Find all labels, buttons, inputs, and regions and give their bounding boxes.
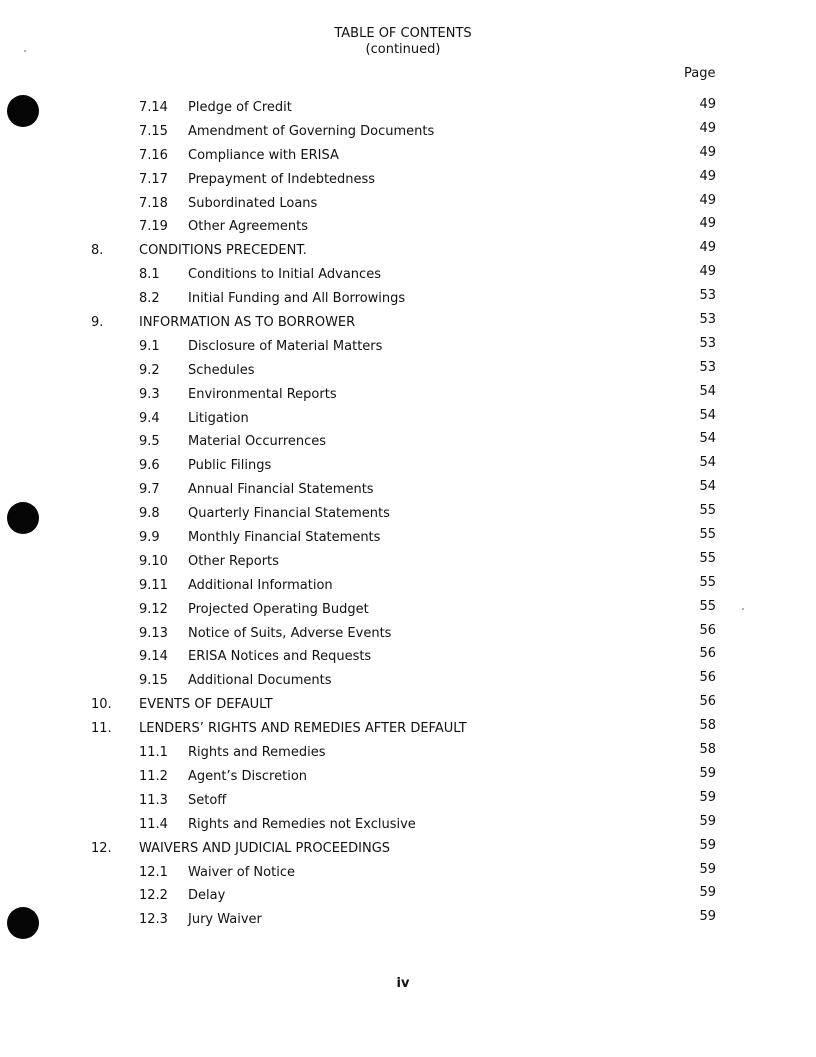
toc-subsection-entry[interactable] <box>0 168 816 192</box>
entry-number: 9.4 <box>139 410 160 426</box>
entry-number: 11.2 <box>139 768 168 784</box>
entry-number: 11.3 <box>139 792 168 808</box>
entry-number: 8.1 <box>139 267 160 283</box>
toc-subsection-entry[interactable] <box>0 526 816 550</box>
entry-page-number: 56 <box>699 622 716 638</box>
entry-title: Monthly Financial Statements <box>188 530 381 546</box>
entry-title: WAIVERS AND JUDICIAL PROCEEDINGS <box>139 840 391 856</box>
toc-header <box>0 26 806 58</box>
entry-number: 8. <box>91 243 104 259</box>
toc-subsection-entry[interactable] <box>0 908 816 932</box>
entry-page-number: 49 <box>699 216 716 232</box>
entry-page-number: 59 <box>699 861 716 877</box>
entry-page-number: 53 <box>699 288 716 304</box>
entry-title: Compliance with ERISA <box>188 147 339 163</box>
toc-subsection-entry[interactable] <box>0 215 816 239</box>
entry-number: 9. <box>91 315 104 331</box>
entry-page-number: 58 <box>699 718 716 734</box>
toc-subsection-entry[interactable] <box>0 789 816 813</box>
toc-subsection-entry[interactable] <box>0 120 816 144</box>
entry-page-number: 53 <box>699 335 716 351</box>
entry-page-number: 55 <box>699 550 716 566</box>
toc-list <box>0 96 816 932</box>
toc-section-entry[interactable] <box>0 693 816 717</box>
entry-number: 9.7 <box>139 482 160 498</box>
entry-title: Pledge of Credit <box>188 100 292 115</box>
entry-title: CONDITIONS PRECEDENT. <box>139 243 307 259</box>
entry-page-number: 54 <box>699 407 716 423</box>
entry-page-number: 55 <box>699 598 716 614</box>
entry-number: 9.14 <box>139 649 168 665</box>
entry-page-number: 49 <box>699 97 716 112</box>
entry-title: Other Agreements <box>188 219 309 235</box>
entry-page-number: 49 <box>699 144 716 160</box>
entry-title: Quarterly Financial Statements <box>188 506 390 522</box>
toc-subtitle: (continued) <box>365 42 441 57</box>
entry-title: Other Reports <box>188 553 279 569</box>
entry-number: 7.18 <box>139 195 168 211</box>
toc-subsection-entry[interactable] <box>0 598 816 622</box>
entry-page-number: 49 <box>699 168 716 184</box>
entry-title: Material Occurrences <box>188 434 327 450</box>
entry-title: ERISA Notices and Requests <box>188 649 372 665</box>
entry-page-number: 58 <box>699 742 716 758</box>
entry-number: 7.15 <box>139 123 168 139</box>
entry-title: Delay <box>188 888 226 904</box>
entry-title: Conditions to Initial Advances <box>188 267 381 283</box>
entry-page-number: 59 <box>699 837 716 853</box>
entry-number: 9.8 <box>139 506 160 522</box>
entry-title: Prepayment of Indebtedness <box>188 171 376 187</box>
toc-subsection-entry[interactable] <box>0 454 816 478</box>
entry-title: Additional Information <box>188 577 333 593</box>
entry-page-number: 56 <box>699 646 716 662</box>
entry-title: Subordinated Loans <box>188 195 318 211</box>
entry-number: 12. <box>91 840 112 856</box>
toc-section-entry[interactable] <box>0 837 816 861</box>
entry-number: 9.15 <box>139 673 168 689</box>
entry-page-number: 53 <box>699 312 716 328</box>
entry-number: 7.17 <box>139 171 168 187</box>
toc-subsection-entry[interactable] <box>0 574 816 598</box>
entry-title: Public Filings <box>188 458 272 474</box>
toc-subsection-entry[interactable] <box>0 478 816 502</box>
entry-number: 11.4 <box>139 816 168 832</box>
entry-number: 9.2 <box>139 362 160 378</box>
entry-number: 12.1 <box>139 864 168 880</box>
toc-section-entry[interactable] <box>0 717 816 741</box>
toc-subsection-entry[interactable] <box>0 550 816 574</box>
entry-page-number: 54 <box>699 383 716 399</box>
toc-subsection-entry[interactable] <box>0 622 816 646</box>
entry-page-number: 54 <box>699 479 716 495</box>
entry-page-number: 55 <box>699 574 716 590</box>
toc-subsection-entry[interactable] <box>0 383 816 407</box>
toc-subsection-entry[interactable] <box>0 669 816 693</box>
toc-subsection-entry[interactable] <box>0 287 816 311</box>
entry-number: 9.9 <box>139 530 160 546</box>
toc-subsection-entry[interactable] <box>0 813 816 837</box>
entry-page-number: 56 <box>699 694 716 710</box>
entry-page-number: 54 <box>699 431 716 447</box>
entry-number: 7.16 <box>139 147 168 163</box>
entry-title: Initial Funding and All Borrowings <box>188 291 406 307</box>
entry-title: Litigation <box>188 410 249 426</box>
entry-title: Rights and Remedies not Exclusive <box>188 816 416 832</box>
entry-number: 7.14 <box>139 100 168 115</box>
entry-title: Environmental Reports <box>188 386 337 402</box>
page-number: iv <box>396 976 410 991</box>
entry-page-number: 59 <box>699 885 716 901</box>
toc-subsection-entry[interactable] <box>0 502 816 526</box>
toc-subsection-entry[interactable] <box>0 96 816 120</box>
entry-title: Rights and Remedies <box>188 745 326 761</box>
entry-number: 12.3 <box>139 912 168 928</box>
toc-section-entry[interactable] <box>0 239 816 263</box>
toc-subsection-entry[interactable] <box>0 263 816 287</box>
entry-page-number: 59 <box>699 909 716 925</box>
entry-title: Additional Documents <box>188 673 332 689</box>
scan-speck <box>24 50 26 52</box>
entry-title: Projected Operating Budget <box>188 601 369 617</box>
entry-page-number: 59 <box>699 789 716 805</box>
entry-title: Setoff <box>188 792 227 808</box>
toc-subsection-entry[interactable] <box>0 765 816 789</box>
entry-title: Agent’s Discretion <box>188 768 308 784</box>
toc-subsection-entry[interactable] <box>0 741 816 765</box>
entry-number: 9.3 <box>139 386 160 402</box>
entry-title: Disclosure of Material Matters <box>188 338 383 354</box>
entry-page-number: 56 <box>699 670 716 686</box>
entry-page-number: 55 <box>699 527 716 543</box>
entry-page-number: 49 <box>699 120 716 136</box>
entry-number: 8.2 <box>139 291 160 307</box>
toc-subsection-entry[interactable] <box>0 884 816 908</box>
toc-subsection-entry[interactable] <box>0 430 816 454</box>
toc-subsection-entry[interactable] <box>0 359 816 383</box>
entry-title: Amendment of Governing Documents <box>188 123 435 139</box>
entry-title: Annual Financial Statements <box>188 482 374 498</box>
entry-number: 9.13 <box>139 625 168 641</box>
entry-number: 9.6 <box>139 458 160 474</box>
entry-page-number: 59 <box>699 813 716 829</box>
entry-page-number: 55 <box>699 503 716 519</box>
toc-section-entry[interactable] <box>0 311 816 335</box>
entry-number: 11.1 <box>139 745 168 761</box>
entry-page-number: 53 <box>699 359 716 375</box>
entry-title: Notice of Suits, Adverse Events <box>188 625 392 641</box>
entry-title: EVENTS OF DEFAULT <box>139 697 273 713</box>
entry-page-number: 59 <box>699 765 716 781</box>
entry-number: 9.10 <box>139 553 168 569</box>
toc-title: TABLE OF CONTENTS <box>334 26 472 41</box>
entry-number: 9.5 <box>139 434 160 450</box>
entry-title: Waiver of Notice <box>188 864 295 880</box>
entry-page-number: 49 <box>699 240 716 256</box>
entry-title: LENDERS’ RIGHTS AND REMEDIES AFTER DEFAULT <box>139 721 467 737</box>
entry-page-number: 49 <box>699 264 716 280</box>
entry-title: Schedules <box>188 362 255 378</box>
toc-subsection-entry[interactable] <box>0 861 816 885</box>
entry-title: Jury Waiver <box>188 912 262 928</box>
entry-page-number: 49 <box>699 192 716 208</box>
entry-number: 9.1 <box>139 338 160 354</box>
entry-title: INFORMATION AS TO BORROWER <box>139 315 356 331</box>
entry-number: 12.2 <box>139 888 168 904</box>
toc-subsection-entry[interactable] <box>0 192 816 216</box>
toc-subsection-entry[interactable] <box>0 144 816 168</box>
entry-number: 11. <box>91 721 112 737</box>
toc-subsection-entry[interactable] <box>0 407 816 431</box>
toc-subsection-entry[interactable] <box>0 645 816 669</box>
entry-page-number: 54 <box>699 455 716 471</box>
entry-number: 9.11 <box>139 577 168 593</box>
page-column-label: Page <box>684 66 716 81</box>
toc-subsection-entry[interactable] <box>0 335 816 359</box>
entry-number: 10. <box>91 697 112 713</box>
entry-number: 7.19 <box>139 219 168 235</box>
entry-number: 9.12 <box>139 601 168 617</box>
